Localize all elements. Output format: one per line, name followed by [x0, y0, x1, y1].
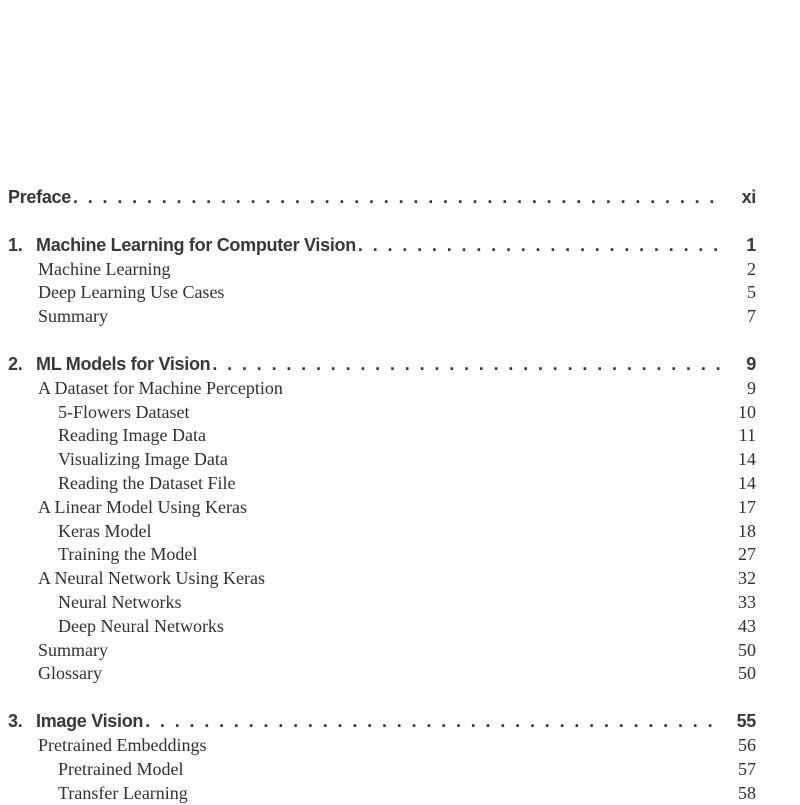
toc-chapter-section: [8, 710, 756, 805]
chapter-number: 1.: [8, 234, 36, 258]
toc-entry-row: [8, 520, 756, 544]
dot-leader: [73, 186, 720, 210]
toc-entry-row: [8, 615, 756, 639]
preface-label: Preface: [8, 186, 71, 210]
page-number: 56: [730, 734, 756, 758]
page-number: 32: [730, 567, 756, 591]
entry-label: Transfer Learning: [8, 782, 188, 805]
dot-leader: [145, 710, 720, 734]
toc-entry-row: [8, 401, 756, 425]
page-number: 43: [730, 615, 756, 639]
page-number: 9: [730, 377, 756, 401]
toc-preface-row: [8, 186, 756, 210]
toc-entry-row: [8, 591, 756, 615]
page-number: 27: [730, 543, 756, 567]
toc-entry-row: [8, 543, 756, 567]
dot-leader: [358, 234, 720, 258]
chapter-number: 2.: [8, 353, 36, 377]
toc-chapter-row: [8, 710, 756, 734]
toc-chapter-section: [8, 353, 756, 686]
toc-entry-row: [8, 662, 756, 686]
page-number: 14: [730, 472, 756, 496]
dot-leader: [212, 353, 720, 377]
entry-label: 5-Flowers Dataset: [8, 401, 189, 425]
page-number: 1: [730, 234, 756, 258]
toc-chapter-section: [8, 234, 756, 329]
page-number: 55: [730, 710, 756, 734]
page-number: 2: [730, 258, 756, 282]
entry-label: Machine Learning: [8, 258, 170, 282]
toc-entry-row: [8, 758, 756, 782]
toc-entry-row: [8, 567, 756, 591]
page-number: 18: [730, 520, 756, 544]
toc-entry-row: [8, 281, 756, 305]
chapter-title: ML Models for Vision: [36, 353, 210, 377]
toc-entry-row: [8, 496, 756, 520]
entry-label: A Linear Model Using Keras: [8, 496, 247, 520]
entry-label: Keras Model: [8, 520, 151, 544]
entry-label: Reading Image Data: [8, 424, 206, 448]
toc-entry-row: [8, 782, 756, 805]
toc-entry-row: [8, 258, 756, 282]
page-number: xi: [730, 186, 756, 210]
page-number: 7: [730, 305, 756, 329]
page-number: 50: [730, 639, 756, 663]
page-number: 10: [730, 401, 756, 425]
toc-entry-row: [8, 639, 756, 663]
entry-label: Neural Networks: [8, 591, 181, 615]
page-number: 58: [730, 782, 756, 805]
toc-entry-row: [8, 424, 756, 448]
page-number: 33: [730, 591, 756, 615]
toc-entry-row: [8, 448, 756, 472]
table-of-contents: [8, 186, 756, 805]
page-number: 57: [730, 758, 756, 782]
entry-label: Glossary: [8, 662, 102, 686]
toc-entry-row: [8, 305, 756, 329]
entry-label: Reading the Dataset File: [8, 472, 235, 496]
page-number: 14: [730, 448, 756, 472]
chapter-title: Image Vision: [36, 710, 143, 734]
page-number: 50: [730, 662, 756, 686]
page-number: 5: [730, 281, 756, 305]
page-number: 11: [730, 424, 756, 448]
entry-label: Visualizing Image Data: [8, 448, 228, 472]
entry-label: Summary: [8, 305, 108, 329]
entry-label: Training the Model: [8, 543, 197, 567]
entry-label: Pretrained Model: [8, 758, 183, 782]
entry-label: Summary: [8, 639, 108, 663]
entry-label: A Neural Network Using Keras: [8, 567, 265, 591]
toc-chapter-row: [8, 234, 756, 258]
entry-label: Pretrained Embeddings: [8, 734, 206, 758]
entry-label: Deep Neural Networks: [8, 615, 224, 639]
toc-entry-row: [8, 734, 756, 758]
entry-label: A Dataset for Machine Perception: [8, 377, 283, 401]
page-number: 9: [730, 353, 756, 377]
toc-chapter-row: [8, 353, 756, 377]
toc-entry-row: [8, 472, 756, 496]
toc-entry-row: [8, 377, 756, 401]
chapter-title: Machine Learning for Computer Vision: [36, 234, 356, 258]
entry-label: Deep Learning Use Cases: [8, 281, 224, 305]
page-number: 17: [730, 496, 756, 520]
chapter-number: 3.: [8, 710, 36, 734]
